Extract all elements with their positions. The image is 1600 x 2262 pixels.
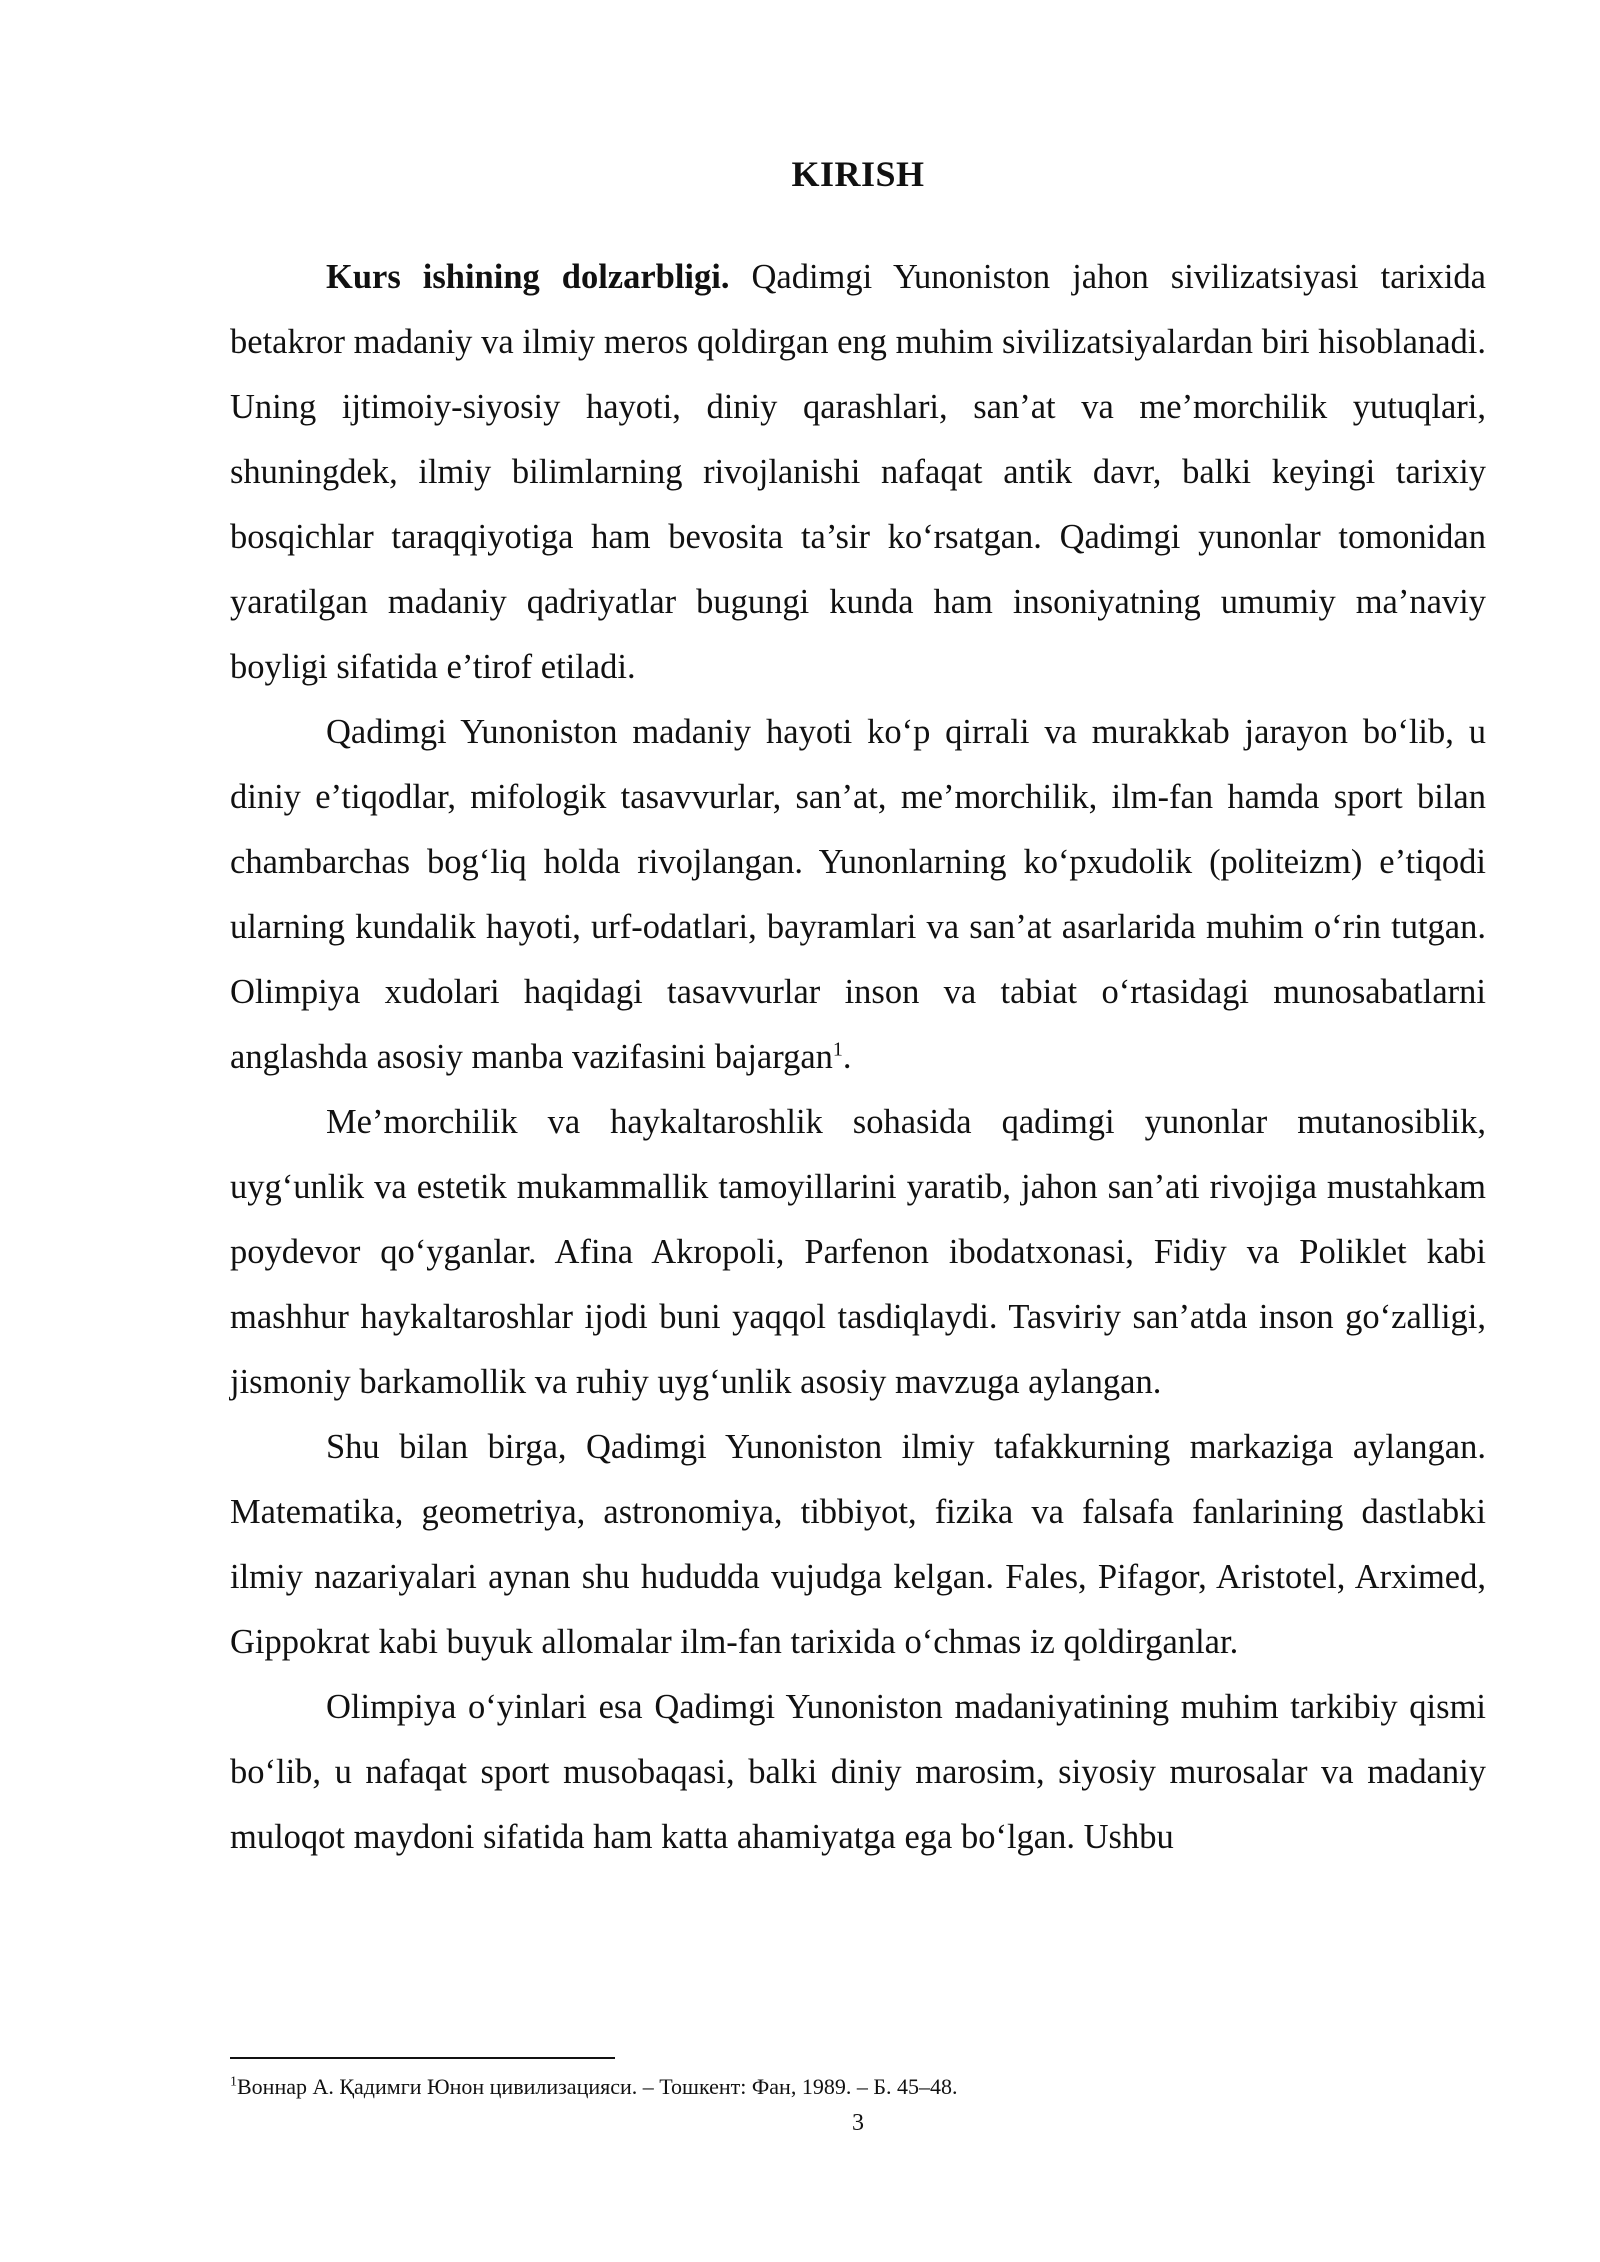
document-page (230, 0, 1486, 2262)
paragraph-culture (230, 700, 1486, 1090)
paragraph-olympics (230, 1675, 1486, 1870)
paragraph-science (230, 1415, 1486, 1675)
paragraph-text: Qadimgi Yunoniston madaniy hayoti ko‘p qirrali va murakkab jarayon bo‘lib, u diniy e’tiqodlar, mifologik tasavvurlar, san’at, me’morchilik, ilm-fan hamda sport bilan chambarchas bog‘liq holda rivojlangan. Yunonlarning ko‘pxudolik (politeizm) e’tiqodi ularning kundalik hayoti, urf-odatlari, bayramlari va san’at asarlarida muhim o‘rin tutgan. Olimpiya xudolari haqidagi tasavvurlar inson va tabiat o‘rtasidagi munosabatlarni anglashda asosiy manba vazifasini bajargan (230, 713, 1486, 1076)
footnote-text: Воннар А. Қадимги Юнон цивилизацияси. – Тошкент: Фан, 1989. – Б. 45–48. (237, 2074, 958, 2099)
footnote-number: 1 (230, 2074, 237, 2090)
footnote (230, 2072, 1486, 2102)
paragraph-text: Qadimgi Yunoniston jahon sivilizatsiyasi tarixida betakror madaniy va ilmiy meros qoldirgan eng muhim sivilizatsiyalardan biri hisoblanadi. Uning ijtimoiy-siyosiy hayoti, diniy qarashlari, san’at va me’morchilik yutuqlari, shuningdek, ilmiy bilimlarning rivojlanishi nafaqat antik davr, balki keyingi tarixiy bosqichlar taraqqiyotiga ham bevosita ta’sir ko‘rsatgan. Qadimgi yunonlar tomonidan yaratilgan madaniy qadriyatlar bugungi kunda ham insoniyatning umumiy ma’naviy boyligi sifatida e’tirof etiladi. (230, 258, 1486, 686)
paragraph-relevance (230, 245, 1486, 700)
page-title: KIRISH (791, 154, 925, 194)
paragraph-lead: Kurs ishining dolzarbligi. (326, 258, 730, 296)
footnote-divider (230, 2057, 615, 2059)
body-text (230, 245, 1486, 1870)
page-number: 3 (852, 2110, 864, 2136)
paragraph-text-end: . (842, 1038, 852, 1076)
paragraph-text: Shu bilan birga, Qadimgi Yunoniston ilmiy tafakkurning markaziga aylangan. Matematika, geometriya, astronomiya, tibbiyot, fizika va falsafa fanlarining dastlabki ilmiy nazariyalari aynan shu hududda vujudga kelgan. Fales, Pifagor, Aristotel, Arximed, Gippokrat kabi buyuk allomalar ilm-fan tarixida o‘chmas iz qoldirganlar. (230, 1428, 1486, 1661)
paragraph-text: Olimpiya o‘yinlari esa Qadimgi Yunoniston madaniyatining muhim tarkibiy qismi bo‘lib, u nafaqat sport musobaqasi, balki diniy marosim, siyosiy murosalar va madaniy muloqot maydoni sifatida ham katta ahamiyatga ega bo‘lgan. Ushbu (230, 1688, 1486, 1856)
paragraph-text: Me’morchilik va haykaltaroshlik sohasida qadimgi yunonlar mutanosiblik, uyg‘unlik va estetik mukammallik tamoyillarini yaratib, jahon san’ati rivojiga mustahkam poydevor qo‘yganlar. Afina Akropoli, Parfenon ibodatxonasi, Fidiy va Poliklet kabi mashhur haykaltaroshlar ijodi buni yaqqol tasdiqlaydi. Tasviriy san’atda inson go‘zalligi, jismoniy barkamollik va ruhiy uyg‘unlik asosiy mavzuga aylangan. (230, 1103, 1486, 1401)
footnote-reference[interactable]: 1 (832, 1038, 843, 1061)
paragraph-architecture (230, 1090, 1486, 1415)
